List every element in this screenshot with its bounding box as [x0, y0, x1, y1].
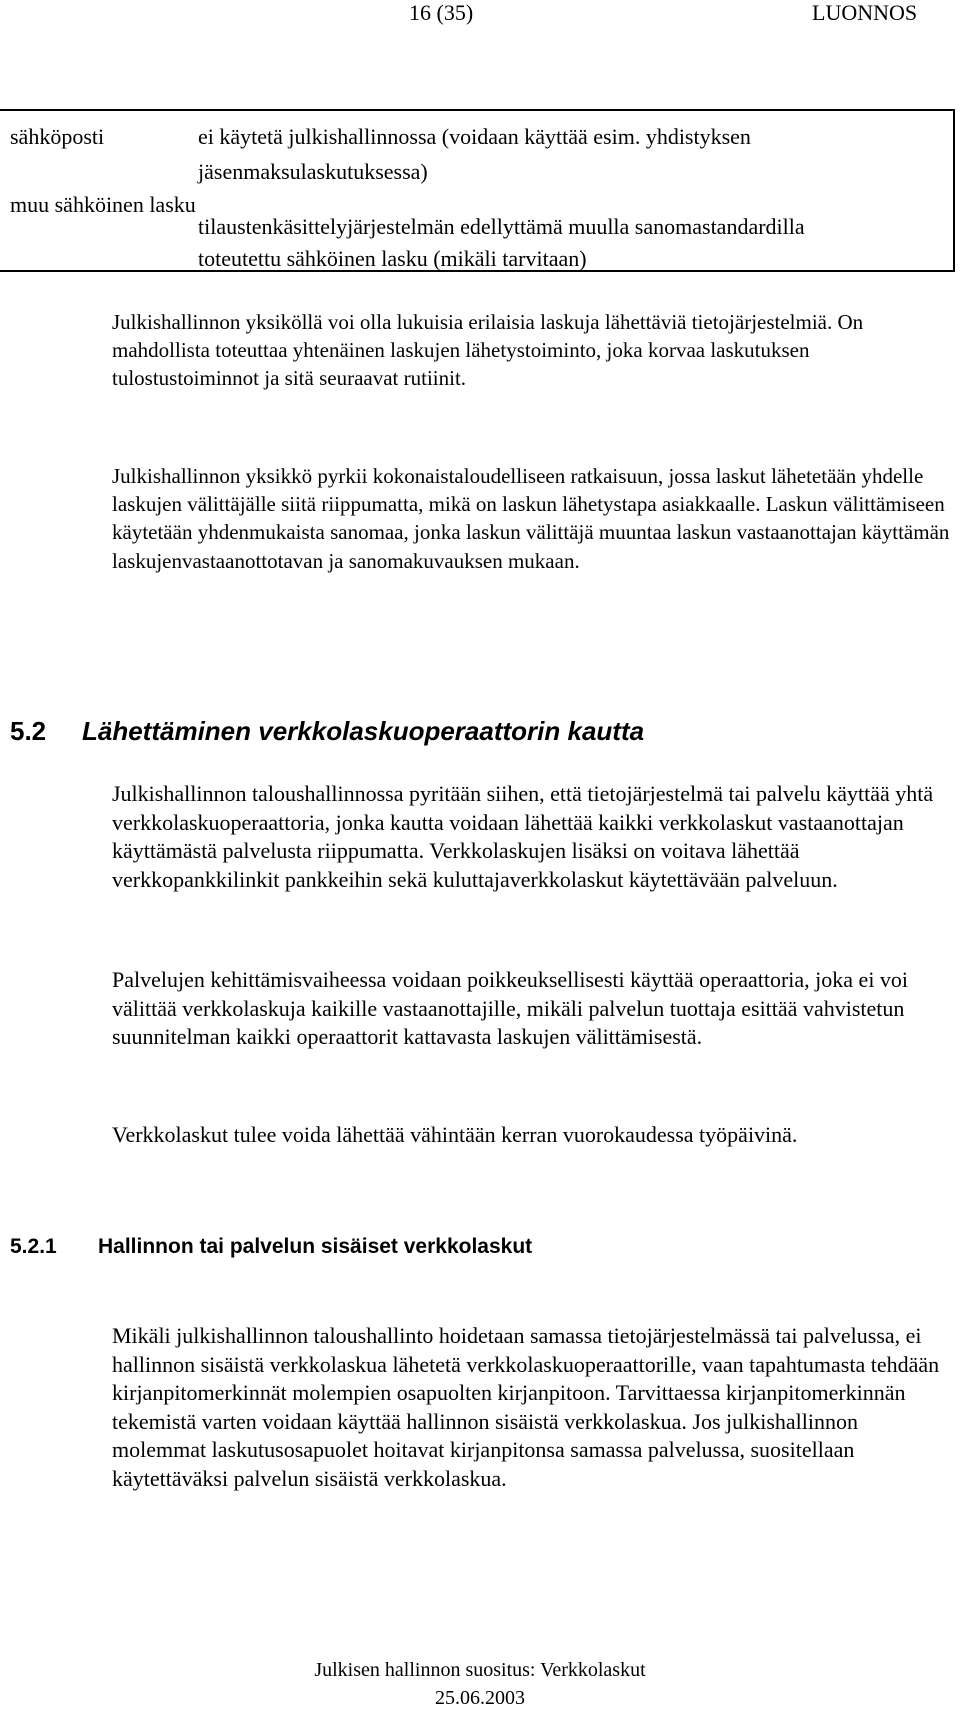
- paragraph-single-intermediary: Julkishallinnon yksikkö pyrkii kokonaistaloudelliseen ratkaisuun, jossa laskut lähetetään yhdelle laskujen välittäjälle siitä riippumatta, mikä on laskun lähetystapa asiakkaalle. Laskun välittämiseen käytetään yhdenmukaista sanomaa, jonka laskun välittäjä muuntaa laskun vastaanottajan käyttämän laskujenvastaanottotavan ja sanomakuvauksen mukaan.: [112, 464, 950, 573]
- footer-title: Julkisen hallinnon suositus: Verkkolaskut: [314, 1659, 646, 1681]
- section-number: 5.2: [10, 716, 47, 746]
- table-desc-other-einvoice-line2: toteutettu sähköinen lasku (mikäli tarvitaan): [198, 246, 587, 271]
- paragraph-single-operator: Julkishallinnon taloushallinnossa pyritään siihen, että tietojärjestelmä tai palvelu käyttää yhtä verkkolaskuoperaattoria, jonka kautta voidaan lähettää kaikki verkkolaskut vastaanottajan käyttämästä palvelusta riippumatta. Verkkolaskujen lisäksi on voitava lähettää verkkopankkilinkit pankkeihin sekä kuluttajaverkkolaskut käytettävään palveluun.: [112, 781, 934, 892]
- paragraph-sending-systems: Julkishallinnon yksiköllä voi olla lukuisia erilaisia laskuja lähettäviä tietojärjestelmiä. On mahdollista toteuttaa yhtenäinen laskujen lähetystoiminto, joka korvaa laskutuksen tulostustoiminnot ja sitä seuraavat rutiinit.: [112, 310, 864, 391]
- table-desc-email-line2: jäsenmaksulaskutuksessa): [198, 159, 428, 184]
- table-desc-email-line1: ei käytetä julkishallinnossa (voidaan käyttää esim. yhdistyksen: [198, 124, 751, 149]
- footer-date: 25.06.2003: [435, 1687, 525, 1709]
- paragraph-development-phase: Palvelujen kehittämisvaiheessa voidaan poikkeuksellisesti käyttää operaattoria, joka ei voi välittää verkkolaskuja kaikille vastaanottajille, mikäli palvelun tuottaja esittää vahvistetun suunnitelman kaikki operaattorit kattavasta laskujen välittämisestä.: [112, 967, 909, 1050]
- section-title: Lähettäminen verkkolaskuoperaattorin kautta: [82, 716, 645, 746]
- table-desc-other-einvoice-line1: tilaustenkäsittelyjärjestelmän edellyttämä muulla sanomastandardilla: [198, 214, 805, 239]
- subsection-title: Hallinnon tai palvelun sisäiset verkkolaskut: [98, 1235, 533, 1258]
- draft-status-label: LUONNOS: [812, 0, 918, 25]
- paragraph-internal-invoices: Mikäli julkishallinnon taloushallinto hoidetaan samassa tietojärjestelmässä tai palvelussa, ei hallinnon sisäistä verkkolaskua lähetetä verkkolaskuoperaattorille, vaan tapahtumasta tehdään kirjanpitomerkinnät molempien osapuolten kirjanpitoon. Tarvittaessa kirjanpitomerkinnän tekemistä varten voidaan käyttää hallinnon sisäistä verkkolaskua. Jos julkishallinnon molemmat laskutusosapuolet hoitavat kirjanpitonsa samassa palvelussa, suositellaan käytettäväksi palvelun sisäistä verkkolaskua.: [112, 1323, 940, 1491]
- paragraph-daily-sending: Verkkolaskut tulee voida lähettää vähintään kerran vuorokaudessa työpäivinä.: [112, 1122, 798, 1147]
- table-term-email: sähköposti: [10, 124, 105, 149]
- section-heading-5-2: [10, 715, 644, 747]
- page-number: 16 (35): [409, 0, 474, 25]
- section-heading-5-2-1: [10, 1234, 532, 1260]
- table-term-other-einvoice: muu sähköinen lasku: [10, 192, 196, 217]
- subsection-number: 5.2.1: [10, 1235, 57, 1258]
